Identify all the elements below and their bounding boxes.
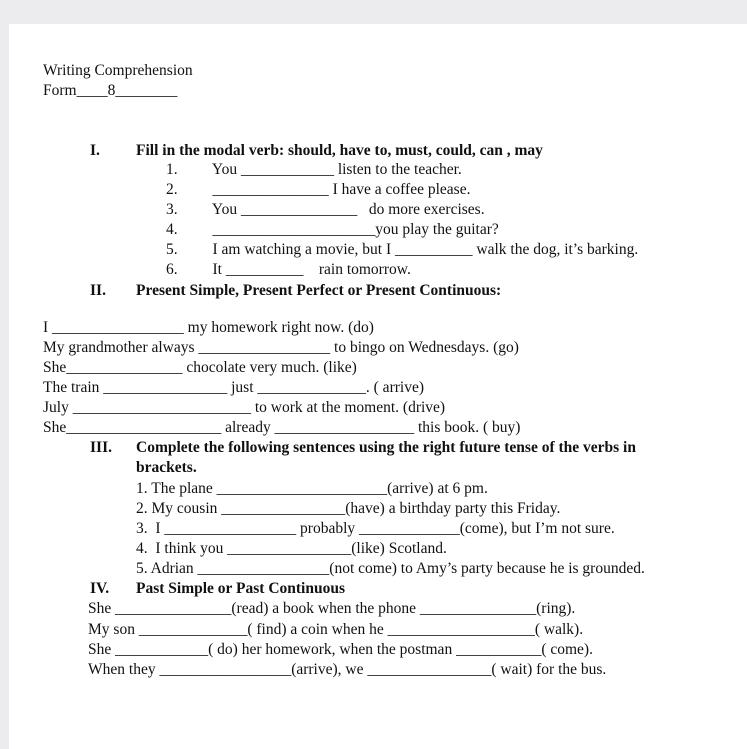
section-4-number: IV.	[90, 580, 110, 597]
section-3-item: 1. The plane ______________________(arrive) at 6 pm.	[136, 480, 488, 497]
section-2-item: The train ________________ just ______________. ( arrive)	[43, 379, 424, 396]
section-1-item: 4. _____________________you play the guitar?	[166, 221, 499, 238]
section-1-number: I.	[90, 142, 100, 159]
section-2-item: She____________________ already __________________ this book. ( buy)	[43, 419, 521, 436]
worksheet-title: Writing Comprehension	[43, 62, 193, 79]
section-2-heading: Present Simple, Present Perfect or Present Continuous:	[136, 282, 502, 299]
section-1-heading: Fill in the modal verb: should, have to, must, could, can , may	[136, 142, 543, 159]
section-3-heading: Complete the following sentences using the right future tense of the verbs in	[136, 439, 636, 456]
section-1-item: 6. It __________ rain tomorrow.	[166, 261, 411, 278]
section-1-item: 2. _______________ I have a coffee please.	[166, 181, 471, 198]
section-1-item: 1. You ____________ listen to the teacher.	[166, 161, 462, 178]
section-1-item: 5. I am watching a movie, but I __________ walk the dog, it’s barking.	[166, 241, 639, 258]
section-3-item: 5. Adrian _________________(not come) to Amy’s party because he is grounded.	[136, 560, 645, 577]
section-2-item: I _________________ my homework right now. (do)	[43, 319, 374, 336]
section-4-item: When they _________________(arrive), we ________________( wait) for the bus.	[88, 661, 607, 678]
section-2-item: She_______________ chocolate very much. (like)	[43, 359, 357, 376]
section-3-item: 2. My cousin ________________(have) a birthday party this Friday.	[136, 500, 561, 517]
section-2-item: My grandmother always _________________ to bingo on Wednesdays. (go)	[43, 339, 519, 356]
section-2-item: July _______________________ to work at the moment. (drive)	[43, 399, 446, 416]
section-4-heading: Past Simple or Past Continuous	[136, 580, 345, 597]
section-4-item: She _______________(read) a book when the phone _______________(ring).	[88, 600, 576, 617]
section-4-item: She ____________( do) her homework, when the postman ___________( come).	[88, 641, 593, 658]
form-line: Form____8________	[43, 82, 178, 99]
section-3-item: 3. I _________________ probably _____________(come), but I’m not sure.	[136, 520, 615, 537]
section-3-item: 4. I think you ________________(like) Scotland.	[136, 540, 447, 557]
section-4-item: My son ______________( find) a coin when he ___________________( walk).	[88, 621, 584, 638]
section-1-item: 3. You _______________ do more exercises.	[166, 201, 485, 218]
section-3-number: III.	[90, 439, 112, 456]
section-3-heading-cont: brackets.	[136, 459, 197, 476]
section-2-number: II.	[90, 282, 106, 299]
